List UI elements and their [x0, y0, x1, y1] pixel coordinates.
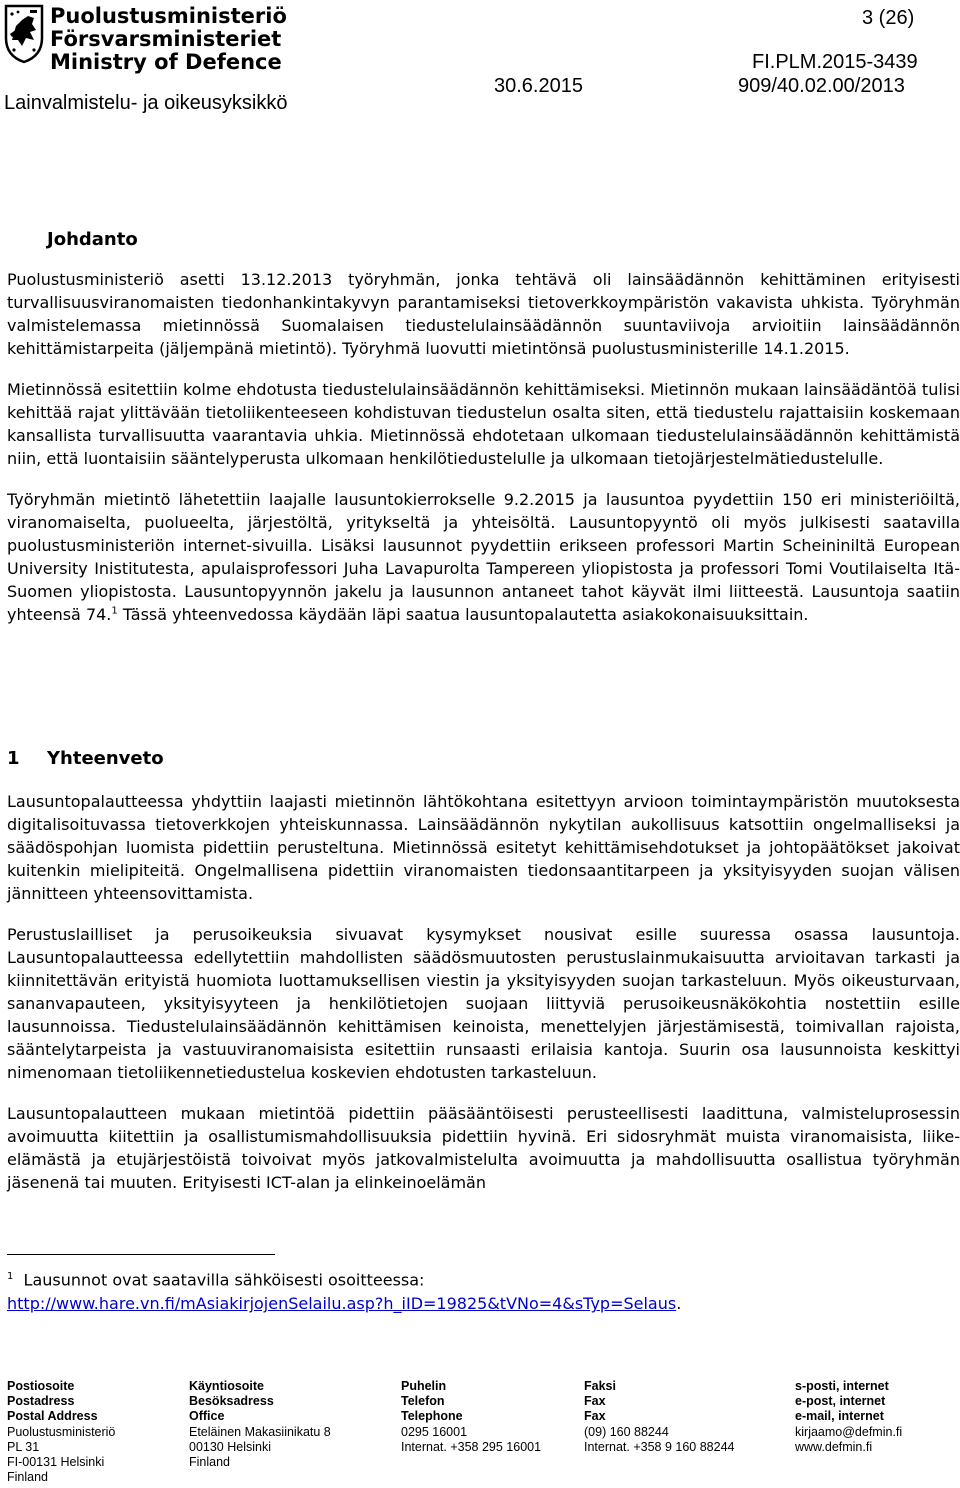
footer-label: Fax — [584, 1409, 606, 1424]
footer-website[interactable]: www.defmin.fi — [795, 1439, 873, 1454]
section-paragraph-2: Perustuslailliset ja perusoikeuksia sivuavat kysymykset nousivat esille suuressa osassa lausuntoja. Lausuntopalautteessa edellytettiin mahdollisten säädösmuutosten perustuslainmukaisuutta arvioitavan tarkasti ja kiinnitettävän erityistä huomiota luottamuksellisen viestin ja yksityisyyden suojan tarkasteluun. Myös oikeusturvaan, sananvapauteen, yksityisyyteen ja henkilötietojen suojaan liittyviä perusoikeusnäkökohtia nostettiin esille lausunnoissa. Tiedustelulainsäädännön kehittämisen keinoista, menettelyjen järjestämisestä, toimivallan rajoista, sääntelytarpeista ja vastuuviranomaisista esitettiin runsaasti erilaisia kantoja. Suurin osa lausunnoista keskittyi nimenomaan tietoliikennetiedustelua koskevien ehdotusten tarkasteluun. — [7, 925, 960, 1082]
footnote-divider — [7, 1254, 275, 1255]
footer-label: Fax — [584, 1394, 606, 1409]
footer-office-address — [189, 1379, 331, 1470]
footer-postal-address — [7, 1379, 115, 1485]
footer-value: 0295 16001 — [401, 1424, 468, 1439]
footnote-link[interactable]: http://www.hare.vn.fi/mAsiakirjojenSelailu.asp?h_iID=19825&tVNo=4&sTyp=Selaus — [7, 1294, 677, 1314]
footnote-number: 1 — [7, 1271, 14, 1282]
footer-value: PL 31 — [7, 1439, 40, 1454]
intro-heading: Johdanto — [47, 229, 138, 250]
document-reference-1: FI.PLM.2015-3439 — [752, 51, 918, 73]
section-title: Yhteenveto — [47, 748, 164, 769]
footer-label: Telephone — [401, 1409, 463, 1424]
ministry-coat-of-arms-logo — [4, 4, 44, 64]
footer-label: Telefon — [401, 1394, 445, 1409]
intro-paragraph-1: Puolustusministeriö asetti 13.12.2013 työryhmän, jonka tehtävä oli lainsäädännön kehittäminen erityisesti turvallisuusviranomaisten tiedonhankintakyvyn parantamiseksi tietoverkkoympäristön vakavista uhkista. Työryhmän valmistelemassa mietinnössä Suomalaisen tiedustelulainsäädännön suuntaviivoja arvioitiin lainsäädännön kehittämistarpeita (jäljempänä mietintö). Työryhmä luovutti mietintönsä puolustusministerille 14.1.2015. — [7, 270, 960, 358]
footnote — [7, 1265, 681, 1316]
intro-paragraph-2: Mietinnössä esitettiin kolme ehdotusta tiedustelulainsäädännön kehittämiseksi. Mietinnön mukaan lainsäädäntöä tulisi kehittää rajat ylittävään tietoliikenteeseen kohdistuvan tiedustelun osalta siten, että tiedustelu rajattaisiin koskemaan kansallista turvallisuutta vaarantavia uhkia. Mietinnössä ehdotetaan ulkomaan tiedustelulainsäädännön kehittämistä niin, että luontaisiin sääntelyperusta ulkomaan henkilötiedustelulle ja ulkomaan tietojärjestelmätiedustelulle. — [7, 380, 960, 468]
footer-value: Internat. +358 9 160 88244 — [584, 1439, 735, 1454]
footer-label: Puhelin — [401, 1379, 447, 1393]
footer-value: FI-00131 Helsinki — [7, 1455, 105, 1470]
ministry-name-fi: Puolustusministeriö — [50, 4, 287, 28]
footer-value: Finland — [189, 1455, 230, 1470]
footer-label: e-mail, internet — [795, 1409, 884, 1424]
document-reference-2: 909/40.02.00/2013 — [738, 75, 905, 97]
footer-value: 00130 Helsinki — [189, 1439, 271, 1454]
footer-value: Puolustusministeriö — [7, 1424, 116, 1439]
document-date: 30.6.2015 — [494, 75, 583, 97]
footer-value: (09) 160 88244 — [584, 1424, 669, 1439]
footer-fax — [584, 1379, 734, 1455]
footer-value: Internat. +358 295 16001 — [401, 1439, 542, 1454]
section-paragraph-1: Lausuntopalautteessa yhdyttiin laajasti mietinnön lähtökohtana esitettyyn arvioon toimintaympäristön muutoksesta digitalisoituvassa tietoverkkojen yhteiskunnassa. Lainsäädännön nykytilan aukollisuus katsottiin ongelmalliseksi ja säädöspohjan luomista pidettiin perusteltuna. Mietinnössä esitetyt kehittämisehdotukset ja johtopäätökset jakoivat kuitenkin mielipiteitä. Ongelmallisena pidettiin viranomaisten tiedonsaantitarpeen ja yksityisyyden suojan välisen jännitteen yhteensovittamista. — [7, 792, 960, 903]
unit-name: Lainvalmistelu- ja oikeusyksikkö — [4, 92, 288, 114]
footer-email[interactable]: kirjaamo@defmin.fi — [795, 1424, 903, 1439]
section-body — [7, 790, 960, 1212]
footer-label: s-posti, internet — [795, 1379, 889, 1393]
footer-label: Postiosoite — [7, 1379, 75, 1393]
footer-telephone — [401, 1379, 541, 1455]
footer-label: Faksi — [584, 1379, 616, 1393]
footer-label: Postal Address — [7, 1409, 98, 1424]
footer-label: Office — [189, 1409, 225, 1424]
intro-paragraph-3 — [7, 488, 960, 626]
footer-value: Finland — [7, 1470, 48, 1485]
ministry-name-sv: Försvarsministeriet — [50, 27, 282, 51]
footnote-reference[interactable]: 1 — [111, 605, 118, 617]
footer-label: Besöksadress — [189, 1394, 274, 1409]
footer-value: Eteläinen Makasiinikatu 8 — [189, 1424, 331, 1439]
footnote-text: Lausunnot ovat saatavilla sähköisesti osoitteessa: — [23, 1270, 425, 1290]
ministry-name-en: Ministry of Defence — [50, 50, 282, 74]
intro-body — [7, 268, 960, 644]
footer-label: Postadress — [7, 1394, 75, 1409]
footer-email-internet — [795, 1379, 902, 1455]
section-paragraph-3: Lausuntopalautteen mukaan mietintöä pidettiin pääsääntöisesti perusteellisesti laadittuna, valmisteluprosessin avoimuutta kiitettiin ja osallistumismahdollisuuksia pidettiin hyvinä. Eri sidosryhmät muista viranomaisista, liike-elämästä ja etujärjestöistä toivoivat myös jatkovalmistelulta avoimuutta ja mahdollisuutta osallistua työryhmän jäsenenä tai muuten. Erityisesti ICT-alan ja elinkeinoelämän — [7, 1104, 960, 1192]
page-number: 3 (26) — [862, 7, 915, 29]
section-heading — [7, 748, 164, 769]
section-number: 1 — [7, 748, 20, 769]
footer-label: e-post, internet — [795, 1394, 886, 1409]
footer-label: Käyntiosoite — [189, 1379, 265, 1393]
intro-paragraph-3-tail: Tässä yhteenvedossa käydään läpi saatua lausuntopalautetta asiakokonaisuuksittain. — [117, 605, 809, 624]
footnote-period: . — [676, 1294, 682, 1314]
intro-paragraph-3-text: Työryhmän mietintö lähetettiin laajalle lausuntokierrokselle 9.2.2015 ja lausuntoa pyydettiin 150 eri ministeriöiltä, viranomaiselta, puolueelta, järjestöltä, yritykseltä ja yhteisöltä. Lausuntopyyntö oli myös julkisesti saatavilla puolustusministeriön internet-sivuilla. Lisäksi lausunnot pyydettiin erikseen professori Martin Scheininiltä European University Inistitutesta, apulaisprofessori Juha Lavapurolta Tampereen yliopistosta ja professori Tomi Voutilaiselta Itä-Suomen yliopistosta. Lausuntopyynnön jakelu ja lausunnon antaneet tahot käyvät ilmi liitteestä. Lausuntoja saatiin yhteensä 74. — [7, 490, 960, 624]
